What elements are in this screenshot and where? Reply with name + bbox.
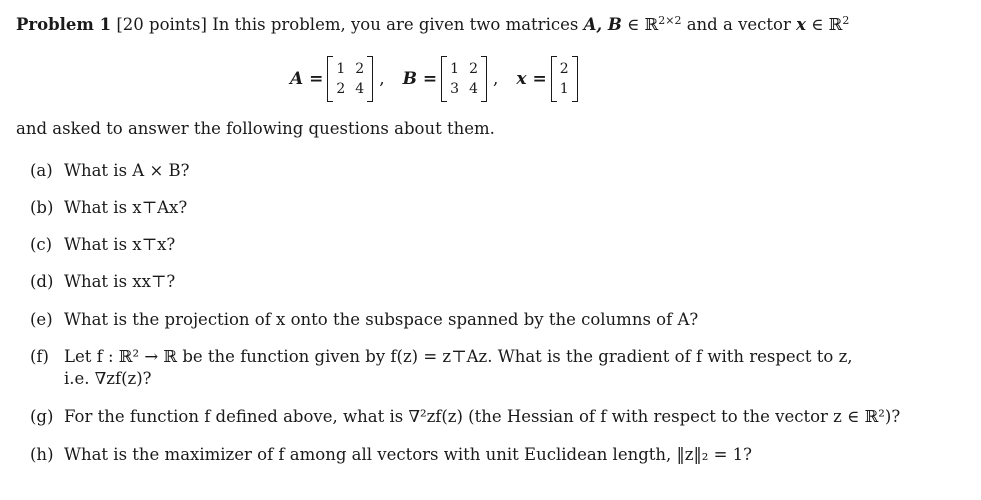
question-text: What is x⊤x? [64, 235, 176, 254]
matrix-b-cell: 2 [469, 61, 478, 77]
matrix-a-cell: 4 [355, 81, 365, 97]
matrix-b-cell: 4 [469, 81, 478, 97]
question-label: (d) [30, 272, 54, 291]
question-label: (a) [30, 161, 53, 180]
vector-x-label: x = [516, 69, 547, 89]
matrix-b-cell: 1 [450, 61, 460, 77]
in-reals: ∈ ℝ [627, 15, 659, 34]
vector-x-cell: 1 [559, 81, 569, 97]
question-text: For the function f defined above, what is ∇²zf(z) (the Hessian of f with respect to the vector z ∈ ℝ²)? [64, 407, 901, 426]
question-f [30, 346, 853, 368]
question-label: (g) [30, 407, 54, 426]
vector-symbol: x [796, 15, 806, 34]
after-text: and asked to answer the following questions about them. [16, 119, 495, 138]
question-text: Let f : ℝ² → ℝ be the function given by f(z) = z⊤Az. What is the gradient of f with respect to z, [64, 347, 853, 366]
problem-points: [20 points] [116, 15, 207, 34]
question-g [30, 406, 900, 428]
question-b [30, 197, 187, 219]
matrix-b-label: B = [402, 69, 438, 89]
intro-text-2: and a vector [686, 15, 791, 34]
question-label: (h) [30, 445, 54, 464]
question-a [30, 160, 190, 182]
question-text: What is A × B? [64, 161, 190, 180]
matrix-a-cell: 2 [336, 81, 346, 97]
matrix-a [327, 56, 373, 102]
question-text: What is the maximizer of f among all vectors with unit Euclidean length, ‖z‖₂ = 1? [64, 445, 753, 464]
question-text: What is the projection of x onto the subspace spanned by the columns of A? [64, 310, 699, 329]
problem-label: Problem 1 [16, 15, 112, 34]
question-text: What is x⊤Ax? [64, 198, 188, 217]
question-label: (e) [30, 310, 53, 329]
matrix-dim: 2×2 [658, 14, 682, 27]
question-h [30, 444, 752, 466]
question-c [30, 234, 175, 256]
matrix-a-cell: 2 [355, 61, 365, 77]
question-e [30, 309, 698, 331]
matrix-a-label: A = [290, 69, 324, 89]
question-d [30, 271, 175, 293]
question-text: What is xx⊤? [64, 272, 176, 291]
vector-x [551, 56, 578, 102]
intro-text-1: In this problem, you are given two matrices [212, 15, 579, 34]
comma: , [379, 69, 385, 89]
vector-x-cell: 2 [559, 61, 569, 77]
matrix-definitions [290, 52, 582, 106]
matrices-symbols: A, B [583, 15, 622, 34]
question-f-continuation: i.e. ∇zf(z)? [64, 369, 152, 388]
problem-intro [16, 14, 849, 34]
in-reals-2: ∈ ℝ [811, 15, 843, 34]
matrix-b-cell: 3 [450, 81, 460, 97]
comma: , [492, 69, 499, 89]
question-label: (c) [30, 235, 53, 254]
question-label: (f) [30, 347, 49, 366]
question-label: (b) [30, 198, 54, 217]
vector-dim: 2 [842, 14, 850, 27]
matrix-a-cell: 1 [336, 61, 346, 77]
matrix-b [441, 56, 487, 102]
